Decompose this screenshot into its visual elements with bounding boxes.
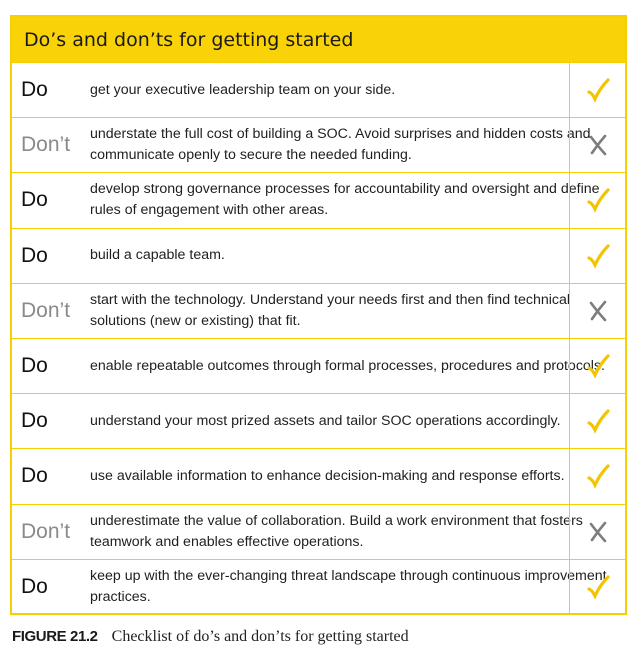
row-label: Do xyxy=(21,243,48,267)
figure-caption xyxy=(12,628,409,646)
row-label: Do xyxy=(21,574,48,598)
checklist-row xyxy=(12,393,625,448)
figure-number: FIGURE 21.2 xyxy=(12,628,98,645)
row-text: understate the full cost of building a SOC. Avoid surprises and hidden costs and communicate openly to secure the needed funding. xyxy=(90,126,591,164)
cross-icon xyxy=(569,505,625,559)
row-label: Don’t xyxy=(21,133,71,157)
row-label: Do xyxy=(21,188,48,212)
check-icon xyxy=(569,339,625,393)
check-icon xyxy=(569,560,625,614)
checklist-row xyxy=(12,228,625,283)
check-icon xyxy=(569,63,625,117)
figure-caption-text: Checklist of do’s and don’ts for getting started xyxy=(111,628,409,645)
check-icon xyxy=(569,173,625,227)
checklist-row xyxy=(12,172,625,227)
row-text: underestimate the value of collaboration. Build a work environment that fosters teamwork and enables effective operations. xyxy=(90,512,583,550)
row-text: build a capable team. xyxy=(90,247,225,264)
row-text: keep up with the ever-changing threat landscape through continuous improvement practices. xyxy=(90,567,607,605)
checklist-row xyxy=(12,504,625,559)
checklist-row xyxy=(12,448,625,503)
check-icon xyxy=(569,394,625,448)
row-text: enable repeatable outcomes through formal processes, procedures and protocols. xyxy=(90,357,605,374)
checklist-row xyxy=(12,338,625,393)
checklist-header xyxy=(12,17,625,62)
row-text: start with the technology. Understand your needs first and then find technical solutions (new or existing) that fit. xyxy=(90,291,571,329)
cross-icon xyxy=(569,284,625,338)
row-text: develop strong governance processes for accountability and oversight and define rules of engagement with other areas. xyxy=(90,181,600,219)
cross-icon xyxy=(569,118,625,172)
row-label: Do xyxy=(21,78,48,102)
row-label: Do xyxy=(21,409,48,433)
row-text: get your executive leadership team on your side. xyxy=(90,81,396,98)
row-label: Don’t xyxy=(21,298,71,322)
row-label: Don’t xyxy=(21,519,71,543)
row-text: use available information to enhance decision-making and response efforts. xyxy=(90,467,565,484)
checklist-row xyxy=(12,62,625,117)
checklist-rows xyxy=(12,62,625,614)
row-text: understand your most prized assets and tailor SOC operations accordingly. xyxy=(90,412,561,429)
checklist-row xyxy=(12,117,625,172)
row-label: Do xyxy=(21,464,48,488)
check-icon xyxy=(569,229,625,283)
row-label: Do xyxy=(21,354,48,378)
checklist-row xyxy=(12,559,625,614)
check-icon xyxy=(569,449,625,503)
checklist-box xyxy=(10,15,627,615)
checklist-title: Do’s and don’ts for getting started xyxy=(24,28,354,51)
checklist-row xyxy=(12,283,625,338)
